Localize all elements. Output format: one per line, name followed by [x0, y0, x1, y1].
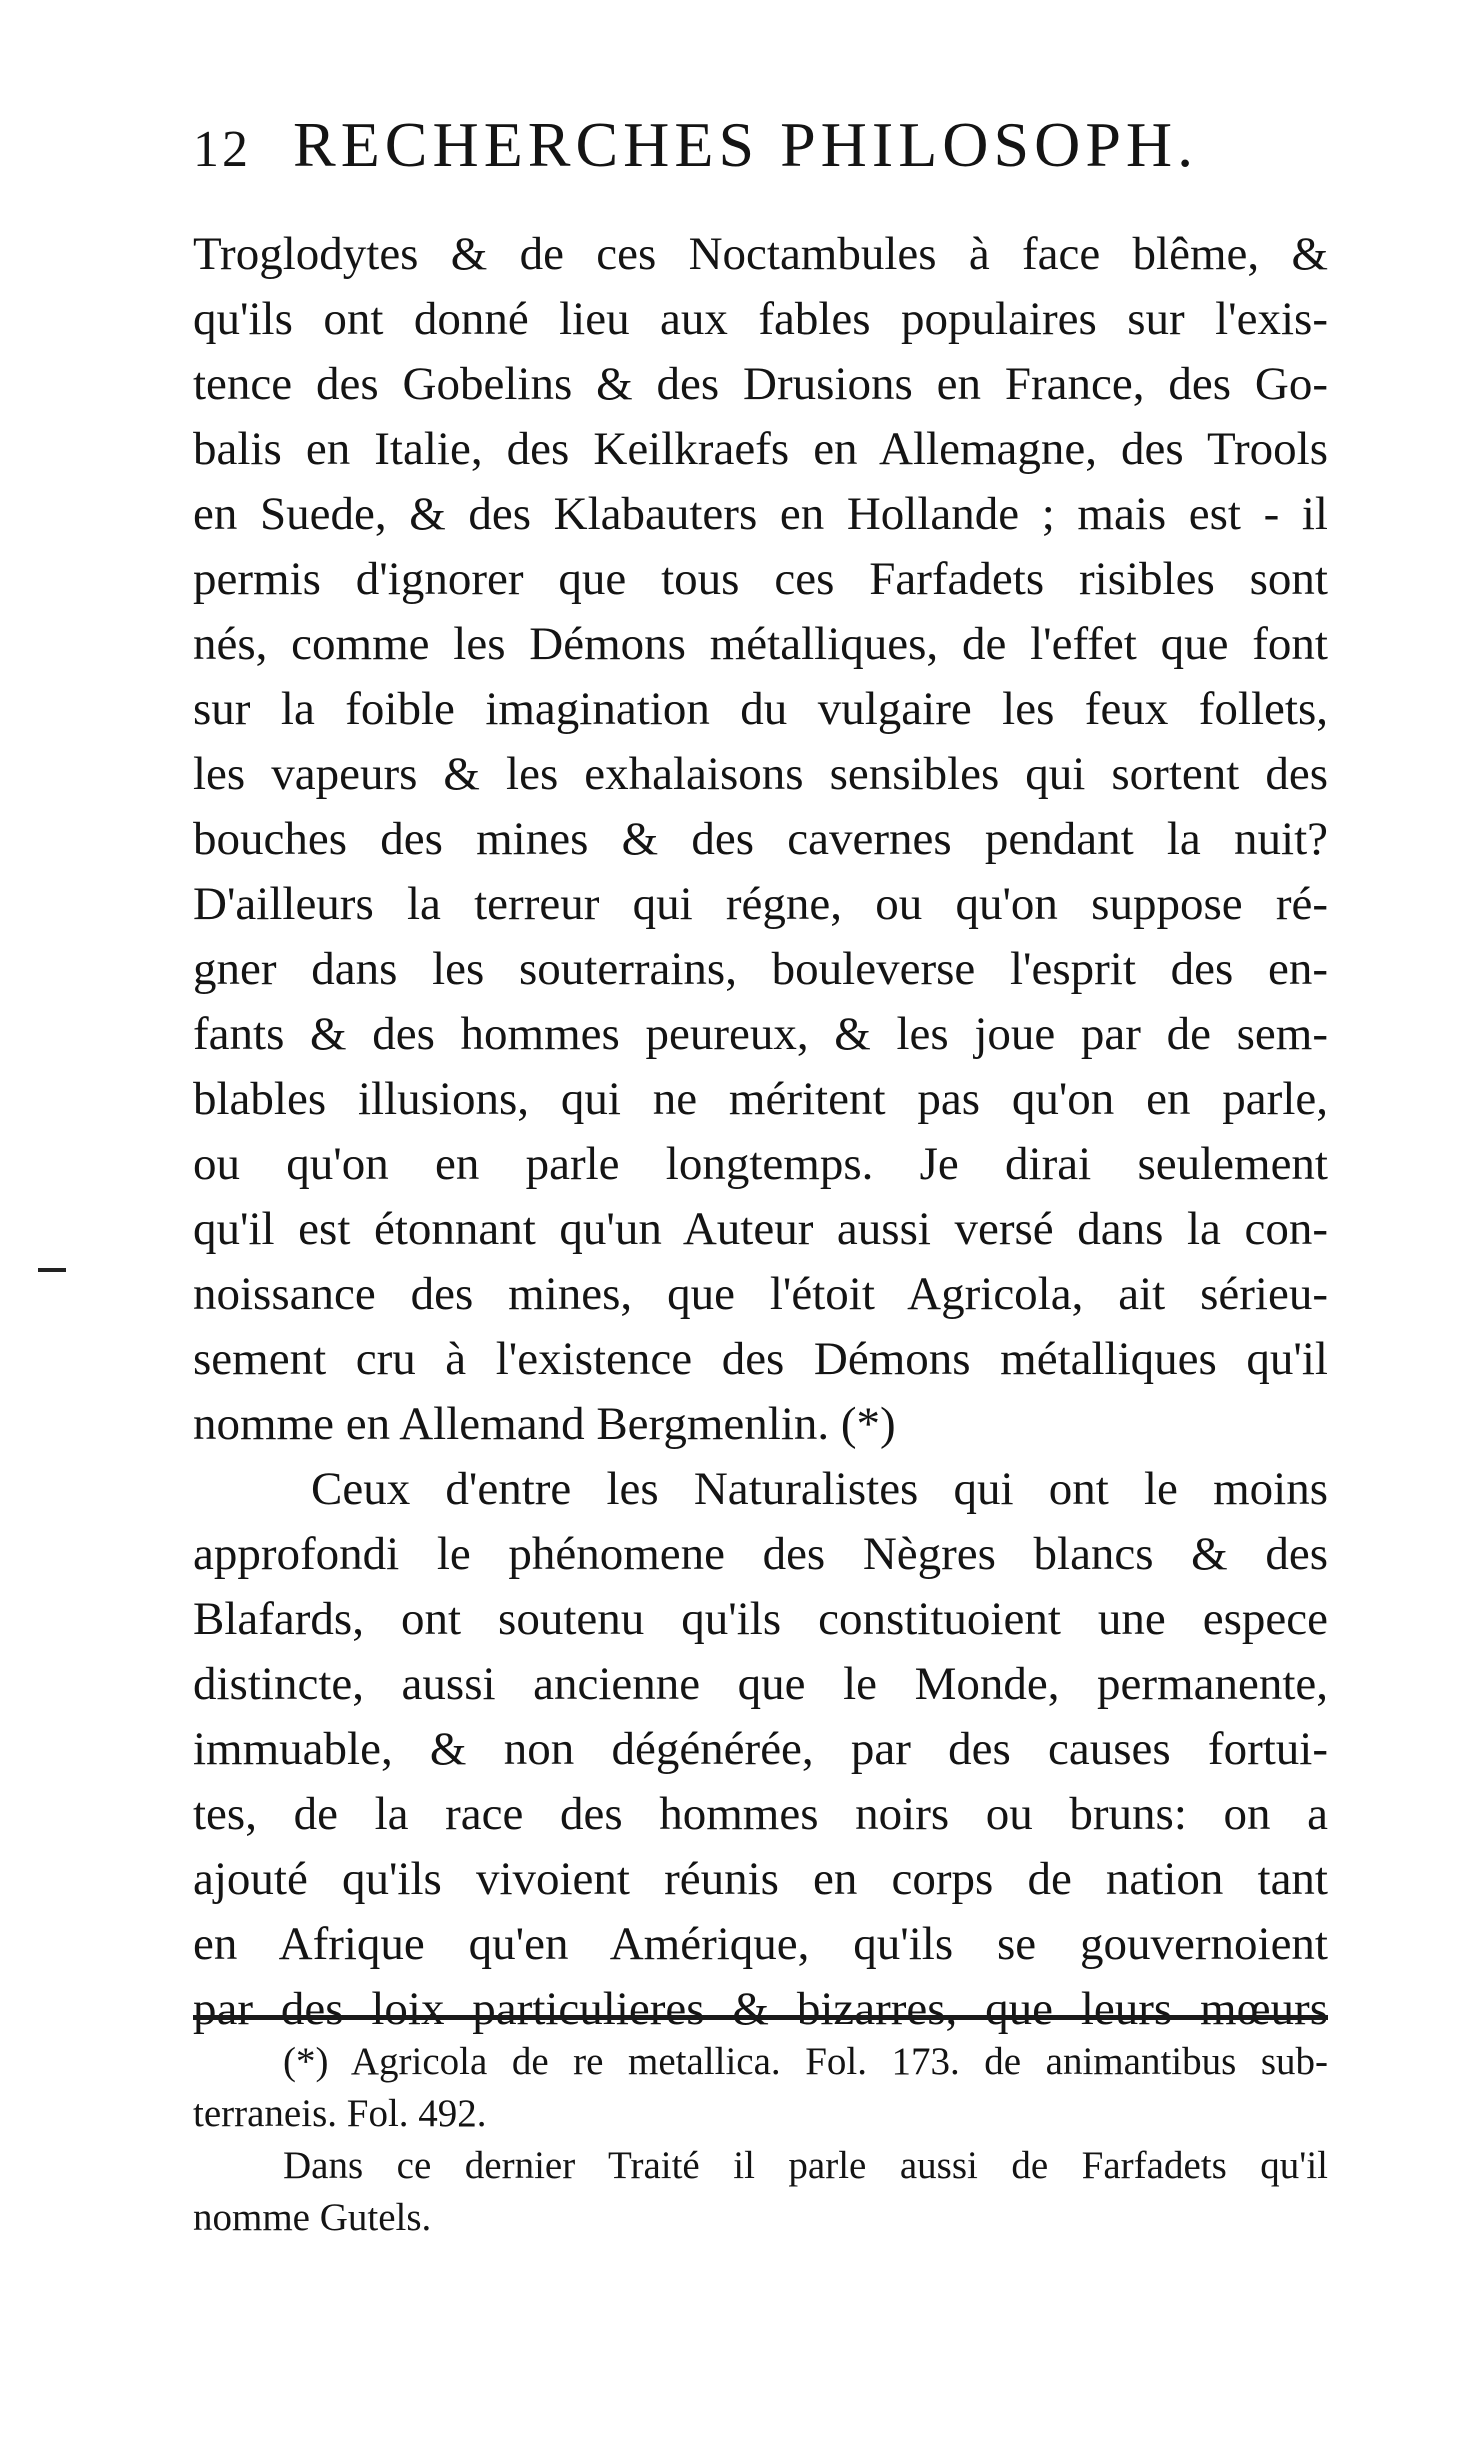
footnote-line: nomme Gutels.	[193, 2196, 432, 2239]
body-line: blables illusions, qui ne méritent pas qu'on en parle,	[193, 1073, 1328, 1125]
body-line: en Afrique qu'en Amérique, qu'ils se gouvernoient	[193, 1918, 1328, 1970]
body-line: sur la foible imagination du vulgaire les feux follets,	[193, 683, 1328, 735]
body-line: tes, de la race des hommes noirs ou bruns: on a	[193, 1788, 1328, 1840]
page-number: 12	[193, 121, 251, 178]
body-line: en Suede, & des Klabauters en Hollande ; mais est - il	[193, 488, 1328, 540]
body-line: approfondi le phénomene des Nègres blancs & des	[193, 1528, 1328, 1580]
footnote-line: Dans ce dernier Traité il parle aussi de Farfadets qu'il	[283, 2144, 1328, 2187]
running-head	[193, 100, 1273, 190]
body-text	[193, 222, 1328, 2042]
body-line: qu'il est étonnant qu'un Auteur aussi versé dans la con-	[193, 1203, 1328, 1255]
body-line: bouches des mines & des cavernes pendant la nuit?	[193, 813, 1328, 865]
running-title: RECHERCHES PHILOSOPH.	[293, 109, 1199, 180]
body-line: fants & des hommes peureux, & les joue par de sem-	[193, 1008, 1328, 1060]
body-line: permis d'ignorer que tous ces Farfadets risibles sont	[193, 553, 1328, 605]
body-line: distincte, aussi ancienne que le Monde, permanente,	[193, 1658, 1328, 1710]
body-line: ajouté qu'ils vivoient réunis en corps de nation tant	[193, 1853, 1328, 1905]
body-line: balis en Italie, des Keilkraefs en Allemagne, des Trools	[193, 423, 1328, 475]
body-line: Blafards, ont soutenu qu'ils constituoient une espece	[193, 1593, 1328, 1645]
body-line: par des loix particulieres & bizarres, que leurs mœurs	[193, 1983, 1328, 2035]
body-line: les vapeurs & les exhalaisons sensibles qui sortent des	[193, 748, 1328, 800]
body-line-paragraph-end: nomme en Allemand Bergmenlin. (*)	[193, 1398, 896, 1450]
body-line: tence des Gobelins & des Drusions en France, des Go-	[193, 358, 1328, 410]
body-line: immuable, & non dégénérée, par des causes fortui-	[193, 1723, 1328, 1775]
body-line: sement cru à l'existence des Démons métalliques qu'il	[193, 1333, 1328, 1385]
body-line: gner dans les souterrains, bouleverse l'esprit des en-	[193, 943, 1328, 995]
footnote-separator-rule	[193, 2015, 1328, 2020]
body-line: qu'ils ont donné lieu aux fables populaires sur l'exis-	[193, 293, 1328, 345]
body-line-paragraph-start: Ceux d'entre les Naturalistes qui ont le moins	[311, 1463, 1328, 1515]
body-line: Troglodytes & de ces Noctambules à face blême, &	[193, 228, 1328, 280]
margin-dash-mark	[38, 1268, 66, 1272]
footnote-line: terraneis. Fol. 492.	[193, 2092, 487, 2135]
footnote-line: (*) Agricola de re metallica. Fol. 173. de animantibus sub-	[283, 2040, 1328, 2083]
body-line: nés, comme les Démons métalliques, de l'effet que font	[193, 618, 1328, 670]
body-line: D'ailleurs la terreur qui régne, ou qu'on suppose ré-	[193, 878, 1328, 930]
body-line: noissance des mines, que l'étoit Agricola, ait sérieu-	[193, 1268, 1328, 1320]
footnotes	[193, 2036, 1328, 2244]
body-line: ou qu'on en parle longtemps. Je dirai seulement	[193, 1138, 1328, 1190]
